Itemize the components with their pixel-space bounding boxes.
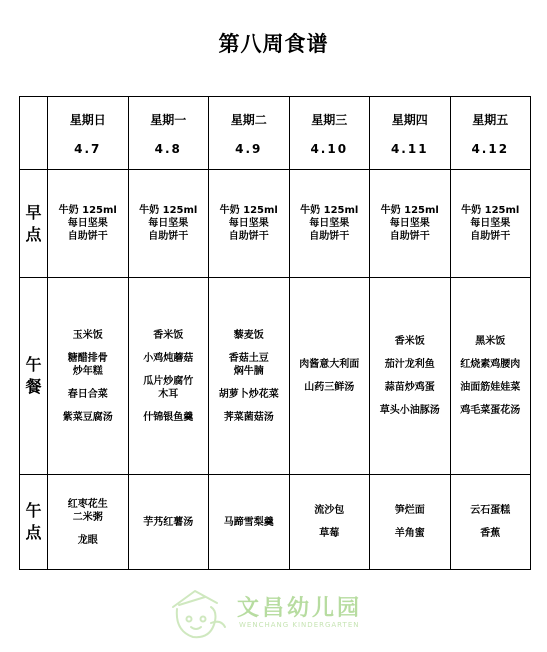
dish-item: 茄汁龙利鱼 bbox=[384, 359, 435, 370]
menu-cell bbox=[128, 475, 209, 570]
snack-row bbox=[20, 475, 531, 570]
meal-label-char: 点 bbox=[25, 224, 42, 244]
menu-cell bbox=[209, 475, 290, 570]
menu-cell bbox=[128, 278, 209, 475]
meal-label bbox=[22, 354, 46, 398]
dish-list bbox=[370, 335, 450, 417]
day-date: 4.11 bbox=[390, 141, 429, 156]
day-date: 4.7 bbox=[74, 141, 102, 156]
kindergarten-watermark bbox=[165, 583, 385, 643]
menu-cell bbox=[450, 170, 531, 278]
menu-cell bbox=[289, 278, 370, 475]
dish-item: 香菇土豆 焖牛腩 bbox=[228, 352, 269, 377]
menu-cell bbox=[370, 170, 451, 278]
dish-item: 鸡毛菜蛋花汤 bbox=[460, 405, 521, 416]
meal-label-cell bbox=[20, 278, 48, 475]
day-name: 星期一 bbox=[150, 112, 187, 127]
dish-item: 荠菜菌菇汤 bbox=[223, 411, 274, 423]
day-name: 星期五 bbox=[472, 112, 509, 127]
dish-item: 香蕉 bbox=[480, 528, 501, 539]
dish-item: 羊角蜜 bbox=[394, 528, 425, 539]
dish-item: 自助饼干 bbox=[389, 231, 430, 242]
dish-item: 玉米饭 bbox=[72, 329, 103, 341]
dish-list bbox=[129, 516, 209, 529]
menu-cell bbox=[450, 475, 531, 570]
dish-item: 山药三鲜汤 bbox=[304, 382, 355, 393]
dish-list bbox=[48, 498, 128, 547]
dish-list bbox=[451, 204, 531, 243]
day-name: 星期四 bbox=[391, 112, 428, 127]
menu-cell bbox=[450, 278, 531, 475]
dish-list bbox=[48, 329, 128, 424]
dish-list bbox=[129, 204, 209, 243]
page-title: 第八周食谱 bbox=[218, 32, 329, 56]
day-header bbox=[370, 97, 451, 170]
meal-label-char: 早 bbox=[25, 202, 42, 222]
day-header bbox=[48, 97, 129, 170]
dish-list bbox=[129, 329, 209, 424]
dish-list bbox=[451, 335, 531, 417]
dish-item: 牛奶 125ml bbox=[219, 205, 278, 216]
meal-label-char: 午 bbox=[25, 501, 42, 520]
dish-list bbox=[290, 504, 370, 540]
day-header bbox=[209, 97, 290, 170]
menu-cell bbox=[48, 475, 129, 570]
dish-item: 黑米饭 bbox=[475, 336, 506, 347]
header-row bbox=[20, 97, 531, 170]
dish-item: 笋烂面 bbox=[394, 505, 425, 516]
day-date: 4.12 bbox=[471, 141, 510, 156]
dish-item: 瓜片炒腐竹 木耳 bbox=[143, 375, 194, 400]
dish-item: 龙眼 bbox=[77, 534, 98, 546]
dish-item: 自助饼干 bbox=[67, 231, 108, 242]
dish-item: 香米饭 bbox=[153, 329, 184, 341]
dish-list bbox=[209, 329, 289, 424]
dish-item: 肉酱意大利面 bbox=[299, 359, 360, 370]
dish-item: 春日合菜 bbox=[67, 388, 108, 400]
day-date: 4.10 bbox=[310, 141, 349, 156]
meal-label bbox=[22, 202, 46, 246]
menu-cell bbox=[48, 170, 129, 278]
kindergarten-logo-icon bbox=[165, 583, 235, 643]
dish-list bbox=[370, 204, 450, 243]
menu-cell bbox=[48, 278, 129, 475]
day-header bbox=[289, 97, 370, 170]
dish-list bbox=[209, 204, 289, 243]
dish-item: 牛奶 125ml bbox=[380, 205, 439, 216]
menu-cell bbox=[128, 170, 209, 278]
day-header bbox=[128, 97, 209, 170]
meal-label-cell bbox=[20, 170, 48, 278]
menu-cell bbox=[289, 475, 370, 570]
dish-item: 藜麦饭 bbox=[233, 329, 264, 341]
dish-list bbox=[451, 504, 531, 540]
menu-cell bbox=[370, 475, 451, 570]
dish-item: 紫菜豆腐汤 bbox=[62, 411, 113, 423]
kindergarten-name: 文昌幼儿园 bbox=[237, 596, 363, 621]
meal-label-cell bbox=[20, 475, 48, 570]
menu-cell bbox=[370, 278, 451, 475]
dish-list bbox=[209, 516, 289, 529]
dish-item: 自助饼干 bbox=[228, 231, 269, 242]
dish-item: 小鸡炖蘑菇 bbox=[143, 352, 194, 364]
dish-item: 胡萝卜炒花菜 bbox=[218, 388, 279, 400]
dish-item: 香米饭 bbox=[394, 336, 425, 347]
dish-item: 牛奶 125ml bbox=[461, 205, 520, 216]
day-name: 星期日 bbox=[69, 112, 106, 127]
dish-list bbox=[290, 204, 370, 243]
dish-item: 马蹄雪梨羹 bbox=[223, 516, 274, 528]
day-date: 4.9 bbox=[235, 141, 263, 156]
meal-label bbox=[22, 500, 46, 544]
meal-label-char: 餐 bbox=[25, 377, 42, 396]
dish-list bbox=[290, 358, 370, 394]
day-name: 星期二 bbox=[230, 112, 267, 127]
dish-item: 云石蛋糕 bbox=[470, 505, 511, 516]
menu-table bbox=[19, 96, 531, 570]
dish-item: 每日坚果 bbox=[148, 218, 189, 229]
menu-cell bbox=[209, 278, 290, 475]
day-header bbox=[450, 97, 531, 170]
dish-item: 牛奶 125ml bbox=[58, 205, 117, 216]
dish-item: 自助饼干 bbox=[470, 231, 511, 242]
menu-cell bbox=[289, 170, 370, 278]
meal-label-char: 点 bbox=[25, 523, 42, 542]
dish-item: 牛奶 125ml bbox=[139, 205, 198, 216]
dish-item: 自助饼干 bbox=[148, 231, 189, 242]
dish-item: 每日坚果 bbox=[309, 218, 350, 229]
dish-item: 每日坚果 bbox=[389, 218, 430, 229]
dish-item: 自助饼干 bbox=[309, 231, 350, 242]
dish-item: 草莓 bbox=[319, 528, 340, 539]
dish-item: 芋艿红薯汤 bbox=[143, 516, 194, 528]
day-name: 星期三 bbox=[311, 112, 348, 127]
breakfast-row bbox=[20, 170, 531, 278]
dish-list bbox=[370, 504, 450, 540]
kindergarten-subtitle: WENCHANG KINDERGARTEN bbox=[239, 621, 360, 629]
meal-label-char: 午 bbox=[25, 355, 42, 374]
dish-item: 糖醋排骨 炒年糕 bbox=[67, 352, 108, 377]
dish-item: 草头小油豚汤 bbox=[379, 405, 440, 416]
dish-item: 牛奶 125ml bbox=[300, 205, 359, 216]
dish-item: 每日坚果 bbox=[228, 218, 269, 229]
dish-item: 流沙包 bbox=[314, 505, 345, 516]
dish-list bbox=[48, 204, 128, 243]
dish-item: 什锦银鱼羹 bbox=[143, 411, 194, 423]
lunch-row bbox=[20, 278, 531, 475]
corner-cell bbox=[20, 97, 48, 170]
menu-cell bbox=[209, 170, 290, 278]
dish-item: 油面筋娃娃菜 bbox=[460, 382, 521, 393]
dish-item: 每日坚果 bbox=[470, 218, 511, 229]
dish-item: 蒜苗炒鸡蛋 bbox=[384, 382, 435, 393]
dish-item: 红烧素鸡腰肉 bbox=[460, 359, 521, 370]
dish-item: 红枣花生 二米粥 bbox=[67, 498, 108, 523]
dish-item: 每日坚果 bbox=[67, 218, 108, 229]
day-date: 4.8 bbox=[154, 141, 182, 156]
